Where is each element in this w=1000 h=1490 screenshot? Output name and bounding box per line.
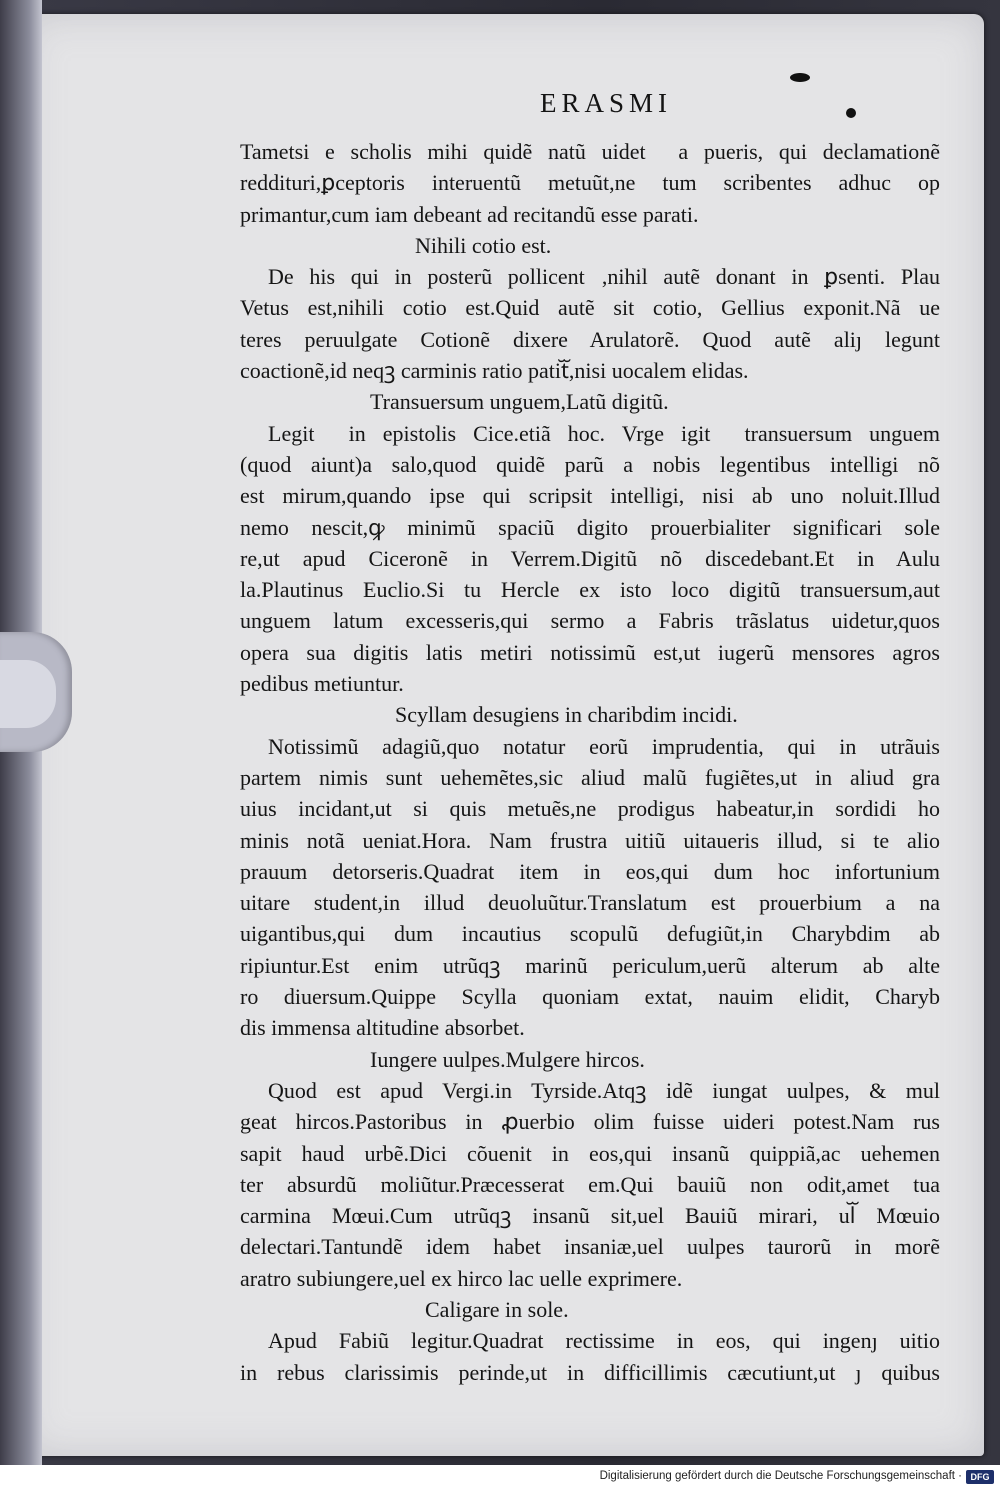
footer-bar (0, 1465, 1000, 1490)
text-line: (quod aiunt)a salo,quod quidẽ parũ a nobis legentibus intelligi nõ (240, 451, 940, 477)
text-line: in rebus clarissimis perinde,ut in difficillimis cæcutiunt,ut ȷ quibus (240, 1359, 940, 1385)
text-line: uigantibus,qui dum incautius scopulũ defugiũt,in Charybdim ab (240, 921, 940, 947)
text-line: opera sua digitis latis metiri notissimũ est,ut iugerũ mensores agros (240, 639, 940, 665)
text-line: uius incidant,ut si quis metuẽs,ne prodigus habeatur,in sordidi ho (240, 796, 940, 822)
text-line: Quod est apud Vergi.in Tyrside.Atqꝫ idẽ iungat uulpes, & mul (268, 1077, 940, 1103)
text-line: sapit haud urbẽ.Dici cõuenit in eos,qui insanũ quippiã,ac uehemen (240, 1140, 940, 1166)
text-line: est mirum,quando ipse qui scripsit intelligi, nisi ab uno noluit.Illud (240, 483, 940, 509)
text-line: Notissimũ adagiũ,quo notatur eorũ imprudentia, qui in utrãuis (268, 733, 940, 759)
text-line: carmina Mœui.Cum utrũqꝫ insanũ sit,uel Bauiũ mirari, ulᷓ Mœuio (240, 1203, 940, 1229)
funding-credit: Digitalisierung gefördert durch die Deutsche Forschungsgemeinschaft · (599, 1470, 962, 1482)
text-line: Legitᷓ in epistolis Cice.etiã hoc. Vrge igitᷓ transuersum unguem (268, 420, 940, 446)
section-heading: Caligare in sole. (425, 1296, 569, 1322)
page-clip-inner (0, 660, 56, 728)
text-line: dis immensa altitudine absorbet. (240, 1015, 525, 1041)
section-heading: Nihili cotio est. (415, 232, 552, 258)
ink-blot (846, 108, 856, 118)
text-line: prauum detorseris.Quadrat item in eos,qui dum hoc infortunium (240, 858, 940, 884)
text-body (240, 136, 940, 1388)
text-line: delectari.Tantundẽ idem habet insaniæ,uel uulpes taurorũ in morẽ (240, 1234, 940, 1260)
text-line: aratro subiungere,uel ex hirco lac uelle exprimere. (240, 1265, 683, 1291)
text-line: primantur,cum iam debeant ad recitandũ esse parati. (240, 201, 699, 227)
text-line: la.Plautinus Euclio.Si tu Hercle ex isto loco digitũ transuersum,aut (240, 577, 940, 603)
dfg-logo: DFG (966, 1470, 994, 1484)
running-head: ERASMI (540, 88, 673, 118)
text-line: uitare student,in illud deuoluũtur.Translatum est prouerbium a na (240, 890, 940, 916)
text-line: Apud Fabiũ legitur.Quadrat rectissime in eos, qui ingenȷ uitio (268, 1328, 940, 1354)
text-line: partem nimis sunt uehemẽtes,sic aliud malũ fugiẽtes,ut in aliud gra (240, 764, 940, 790)
text-line: ter absurdũ moliũtur.Præcesserat em.Qui bauiũ non odit,amet tua (240, 1171, 940, 1197)
text-line: minis notã ueniat.Hora. Nam frustra uitiũ uitaueris illud, si te alio (240, 827, 940, 853)
text-line: ripiuntur.Est enim utrũqꝫ marinũ periculum,uerũ alterum ab alte (240, 952, 940, 978)
text-line: Vetus est,nihili cotio est.Quid autẽ sit cotio, Gellius exponit.Nã ue (240, 295, 940, 321)
section-heading: Scyllam desugiens in charibdim incidi. (395, 702, 738, 728)
section-heading: Iungere uulpes.Mulgere hircos. (370, 1046, 645, 1072)
text-line: De his qui in posterũ pollicentᷓ,nihil autẽ donant in ꝑsenti. Plau (268, 264, 940, 290)
section-heading: Transuersum unguem,Latũ digitũ. (370, 389, 669, 415)
text-line: geat hircos.Pastoribus in ꝓuerbio olim fuisse uideri potest.Nam rus (240, 1109, 940, 1135)
text-line: ro diuersum.Quippe Scylla quoniam extat, nauim elidit, Charyb (240, 984, 940, 1010)
text-line: pedibus metiuntur. (240, 671, 404, 697)
ink-blot (790, 73, 810, 82)
text-line: nemo nescit,ꝙ minimũ spaciũ digito prouerbialiter significari sole (240, 514, 940, 540)
text-line: re,ut apud Ciceronẽ in Verrem.Digitũ nõ discedebant.Et in Aulu (240, 545, 940, 571)
text-line: Tametsi e scholis mihi quidẽ natũ uidetᷓ a pueris, qui declamationẽ (240, 139, 940, 164)
text-line: coactionẽ,id neqꝫ carminis ratio patitᷓ,nisi uocalem elidas. (240, 358, 749, 384)
text-line: teres peruulgate Cotionẽ dixere Arulatorẽ. Quod autẽ aliȷ legunt (240, 326, 940, 352)
text-line: reddituri,ꝑceptoris interuentũ metuũt,ne tum scribentes adhuc op (240, 170, 940, 196)
text-line: unguem latum excesseris,qui sermo a Fabris trãslatus uidetur,quos (240, 608, 940, 634)
